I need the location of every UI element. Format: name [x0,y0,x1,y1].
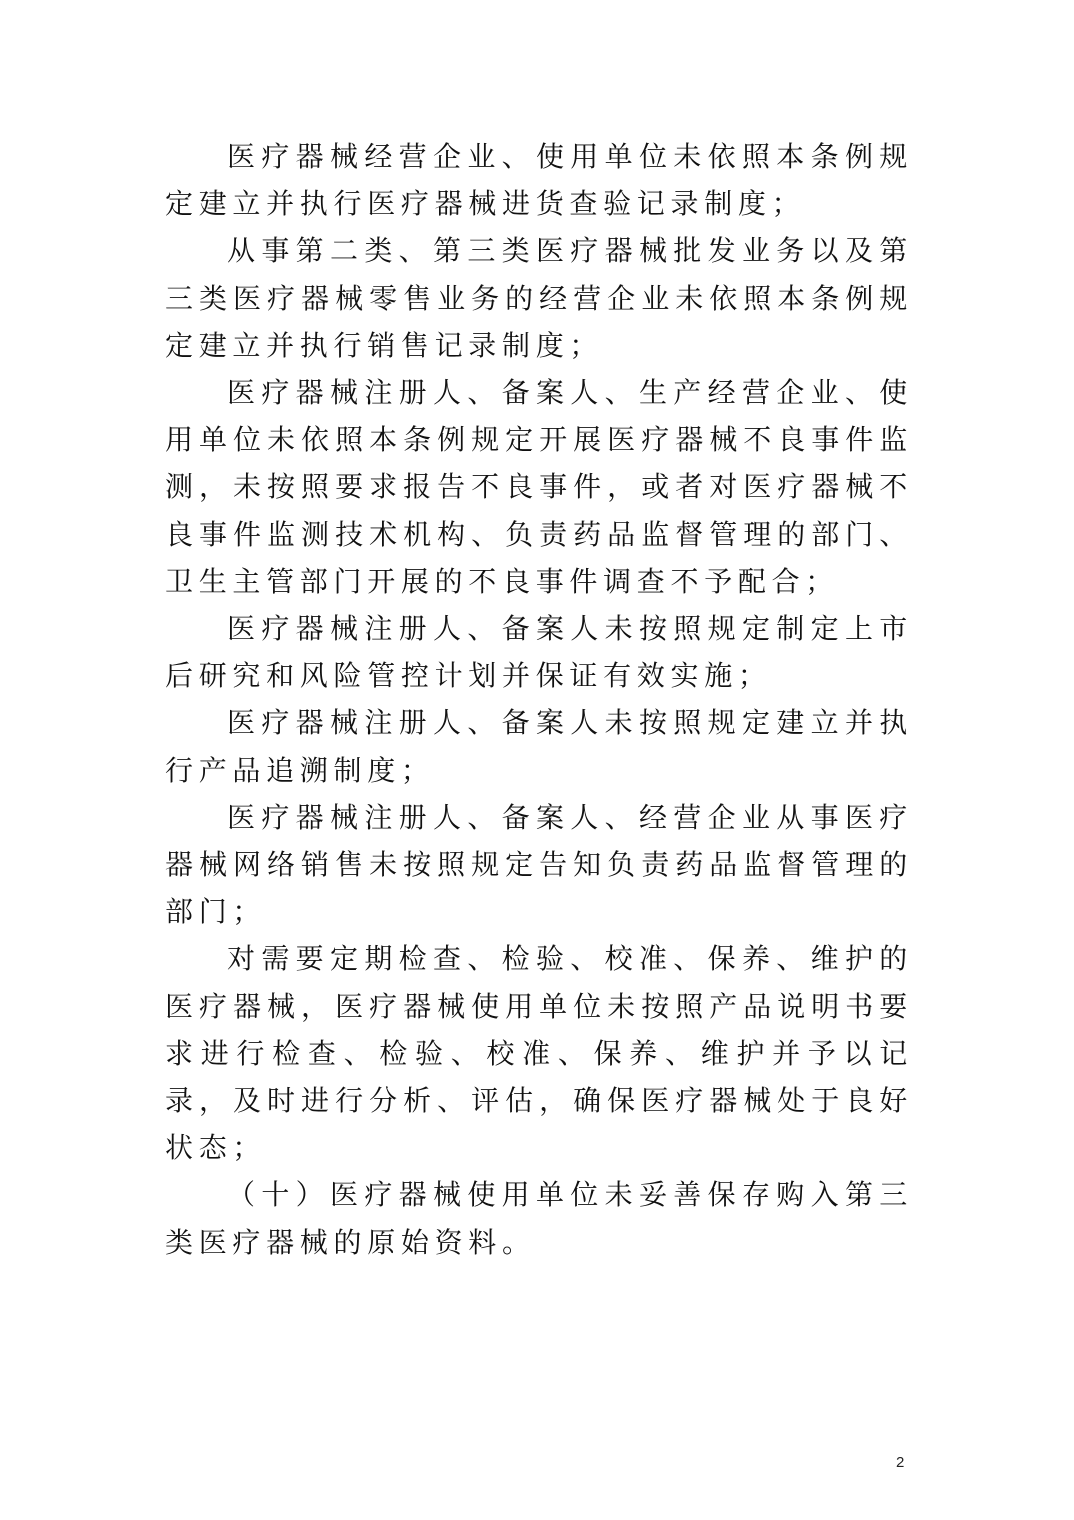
paragraph-6: 医疗器械注册人、备案人、经营企业从事医疗器械网络销售未按照规定告知负责药品监督管理的部门； [165,800,913,929]
paragraph-2: 从事第二类、第三类医疗器械批发业务以及第三类医疗器械零售业务的经营企业未依照本条例规定建立并执行销售记录制度； [165,234,913,362]
paragraph-1: 医疗器械经营企业、使用单位未依照本条例规定建立并执行医疗器械进货查验记录制度； [165,140,913,221]
paragraph-3: 医疗器械注册人、备案人、生产经营企业、使用单位未依照本条例规定开展医疗器械不良事件监测，未按照要求报告不良事件，或者对医疗器械不良事件监测技术机构、负责药品监督管理的部门、卫生主管部门开展的不良事件调查不予配合； [165,376,913,598]
page-number: 2 [896,1454,905,1471]
paragraph-5: 医疗器械注册人、备案人未按照规定建立并执行产品追溯制度； [165,706,913,787]
body-text [165,133,913,1266]
paragraph-8: （十）医疗器械使用单位未妥善保存购入第三类医疗器械的原始资料。 [165,1178,913,1259]
paragraph-4: 医疗器械注册人、备案人未按照规定制定上市后研究和风险管控计划并保证有效实施； [165,612,913,693]
paragraph-7: 对需要定期检查、检验、校准、保养、维护的医疗器械，医疗器械使用单位未按照产品说明书要求进行检查、检验、校准、保养、维护并予以记录，及时进行分析、评估，确保医疗器械处于良好状态； [165,942,913,1165]
